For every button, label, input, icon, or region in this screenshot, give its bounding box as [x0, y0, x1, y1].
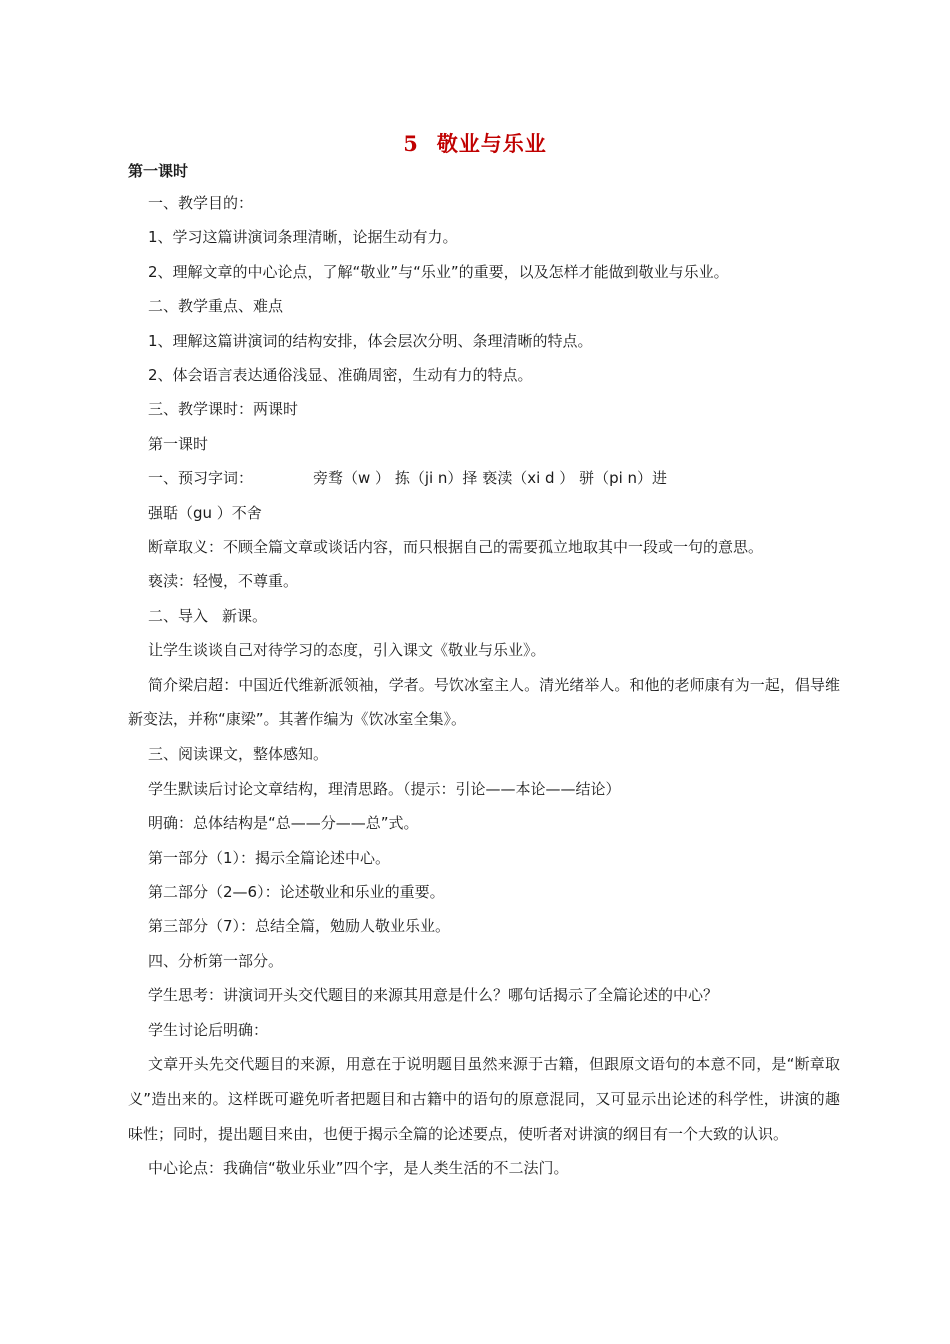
paragraph: 学生思考：讲演词开头交代题目的来源其用意是什么？哪句话揭示了全篇论述的中心？ [148, 986, 719, 1005]
paragraph: 让学生谈谈自己对待学习的态度，引入课文《敬业与乐业》。 [148, 641, 546, 660]
paragraph-central-argument: 中心论点：我确信“敬业乐业”四个字，是人类生活的不二法门。 [148, 1159, 569, 1178]
paragraph: 学生默读后讨论文章结构，理清思路。（提示：引论——本论——结论） [148, 779, 621, 798]
section-heading: 第一课时 [128, 162, 189, 180]
paragraph: 二、教学重点、难点 [148, 297, 284, 316]
paragraph: 亵渎：轻慢，不尊重。 [148, 572, 299, 591]
intro-rest: 新课。 [222, 606, 268, 625]
paragraph: 第三部分（7）：总结全篇，勉励人敬业乐业。 [148, 917, 451, 936]
preview-words-line [128, 461, 840, 495]
paragraph: 1、理解这篇讲演词的结构安排，体会层次分明、条理清晰的特点。 [148, 331, 593, 350]
paragraph: 断章取义：不顾全篇文章或谈话内容，而只根据自己的需要孤立地取其中一段或一句的意思。 [148, 538, 764, 557]
paragraph: 三、阅读课文，整体感知。 [148, 745, 329, 764]
intro-line [128, 599, 840, 633]
paragraph-author-intro: 简介梁启超：中国近代维新派领袖，学者。号饮冰室主人。清光绪举人。和他的老师康有为一起，倡导维新变法，并称“康梁”。其著作编为《饮冰室全集》。 [128, 675, 840, 729]
paragraph: 2、理解文章的中心论点，了解“敬业”与“乐业”的重要，以及怎样才能做到敬业与乐业。 [148, 262, 729, 281]
paragraph: 第一部分（1）：揭示全篇论述中心。 [148, 848, 391, 867]
lesson-title [0, 128, 950, 158]
paragraph: 一、教学目的： [148, 194, 254, 212]
paragraph: 三、教学课时：两课时 [148, 400, 299, 419]
paragraph: 第一课时 [148, 434, 209, 453]
paragraph: 明确：总体结构是“总——分——总”式。 [148, 814, 419, 833]
intro-label: 二、导入 [148, 606, 209, 625]
lesson-title-text: 敬业与乐业 [436, 131, 547, 156]
paragraph: 1、学习这篇讲演词条理清晰，论据生动有力。 [148, 228, 458, 247]
paragraph: 学生讨论后明确： [148, 1020, 269, 1039]
paragraph: 2、体会语言表达通俗浅显、准确周密，生动有力的特点。 [148, 366, 533, 385]
lesson-number: 5 [403, 131, 419, 156]
preview-label: 一、预习字词： [148, 469, 254, 488]
paragraph: 第二部分（2—6）：论述敬业和乐业的重要。 [148, 882, 445, 901]
preview-words: 旁骛（w ） 拣（ji n）择 亵渎（xi d ） 骈（pi n）进 [313, 469, 668, 488]
document-body [128, 186, 840, 1186]
paragraph-analysis: 文章开头先交代题目的来源，用意在于说明题目虽然来源于古籍，但跟原文语句的本意不同，是“断章取义”造出来的。这样既可避免听者把题目和古籍中的语句的原意混同，又可显示出论述的科学性，讲演的趣味性；同时，提出题目来由，也便于揭示全篇的论述要点，使听者对讲演的纲目有一个大致的认识。 [128, 1054, 840, 1143]
paragraph: 强聒（gu ）不舍 [148, 503, 262, 522]
paragraph: 四、分析第一部分。 [148, 951, 284, 970]
